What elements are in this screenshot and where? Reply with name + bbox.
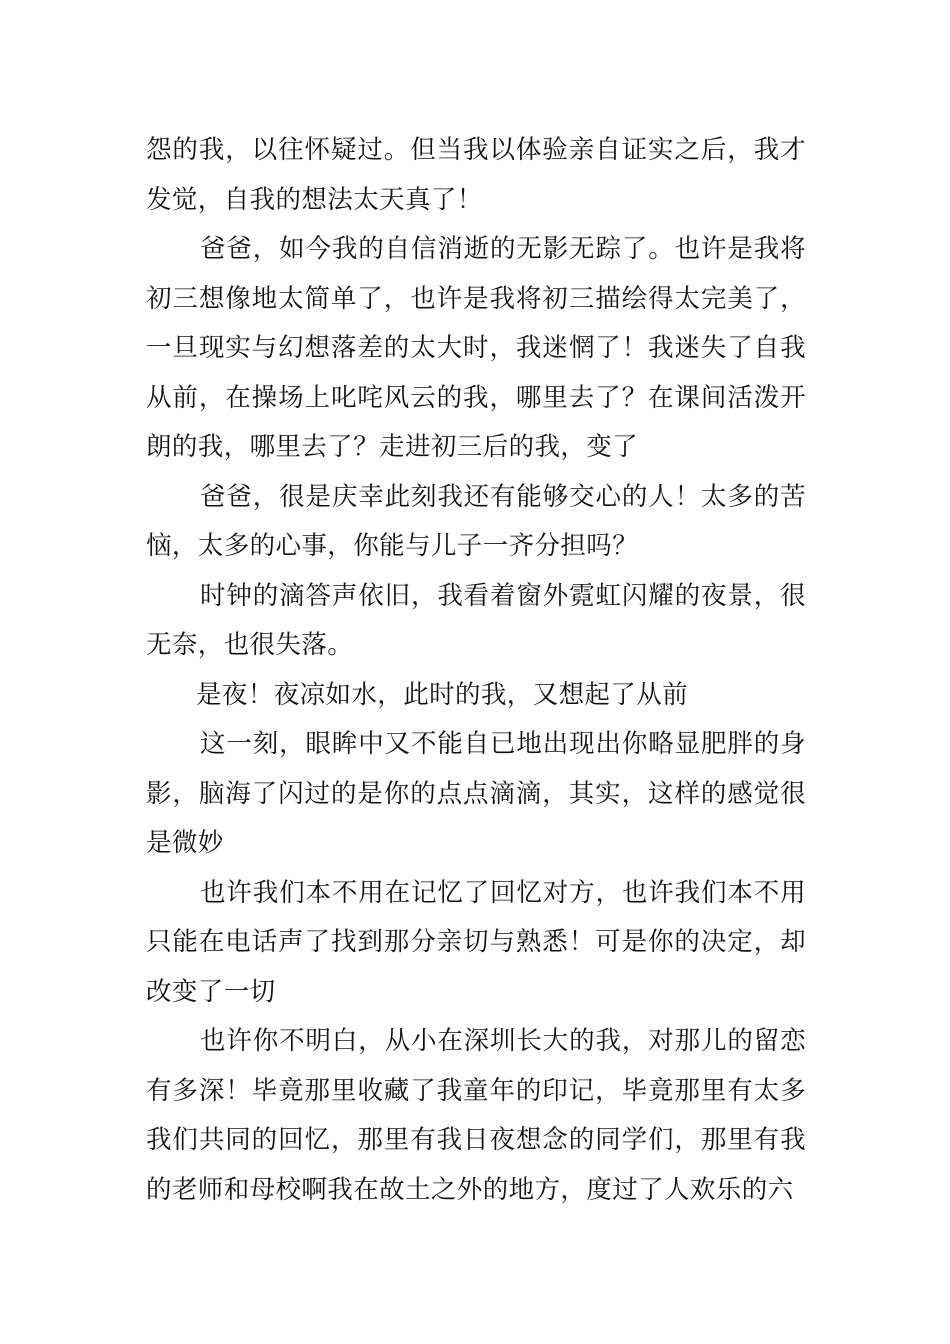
paragraph-5: 是夜！夜凉如水，此时的我，又想起了从前 bbox=[196, 679, 689, 710]
paragraph-3: 爸爸，很是庆幸此刻我还有能够交心的人！太多的苦恼，太多的心事，你能与儿子一齐分担吗？ bbox=[146, 481, 806, 561]
paragraph-1: 怨的我，以往怀疑过。但当我以体验亲自证实之后，我才发觉，自我的想法太天真了！ bbox=[146, 135, 806, 215]
paragraph-2: 爸爸，如今我的自信消逝的无影无踪了。也许是我将初三想像地太简单了，也许是我将初三描绘得太完美了，一旦现实与幻想落差的太大时，我迷惘了！我迷失了自我从前，在操场上叱咤风云的我，哪里去了？在课间活泼开朗的我，哪里去了？走进初三后的我，变了 bbox=[146, 234, 806, 462]
paragraph-6: 这一刻，眼眸中又不能自已地出现出你略显肥胖的身影，脑海了闪过的是你的点点滴滴，其实，这样的感觉很是微妙 bbox=[146, 729, 806, 858]
paragraph-8: 也许你不明白，从小在深圳长大的我，对那儿的留恋有多深！毕竟那里收藏了我童年的印记，毕竟那里有太多我们共同的回忆，那里有我日夜想念的同学们，那里有我的老师和母校啊我在故土之外的地方，度过了人欢乐的六 bbox=[146, 1026, 806, 1205]
paragraph-7: 也许我们本不用在记忆了回忆对方，也许我们本不用只能在电话声了找到那分亲切与熟悉！可是你的决定，却改变了一切 bbox=[146, 877, 806, 1007]
paragraph-4: 时钟的滴答声依旧，我看着窗外霓虹闪耀的夜景，很无奈，也很失落。 bbox=[146, 580, 806, 660]
document-body bbox=[146, 126, 806, 1215]
